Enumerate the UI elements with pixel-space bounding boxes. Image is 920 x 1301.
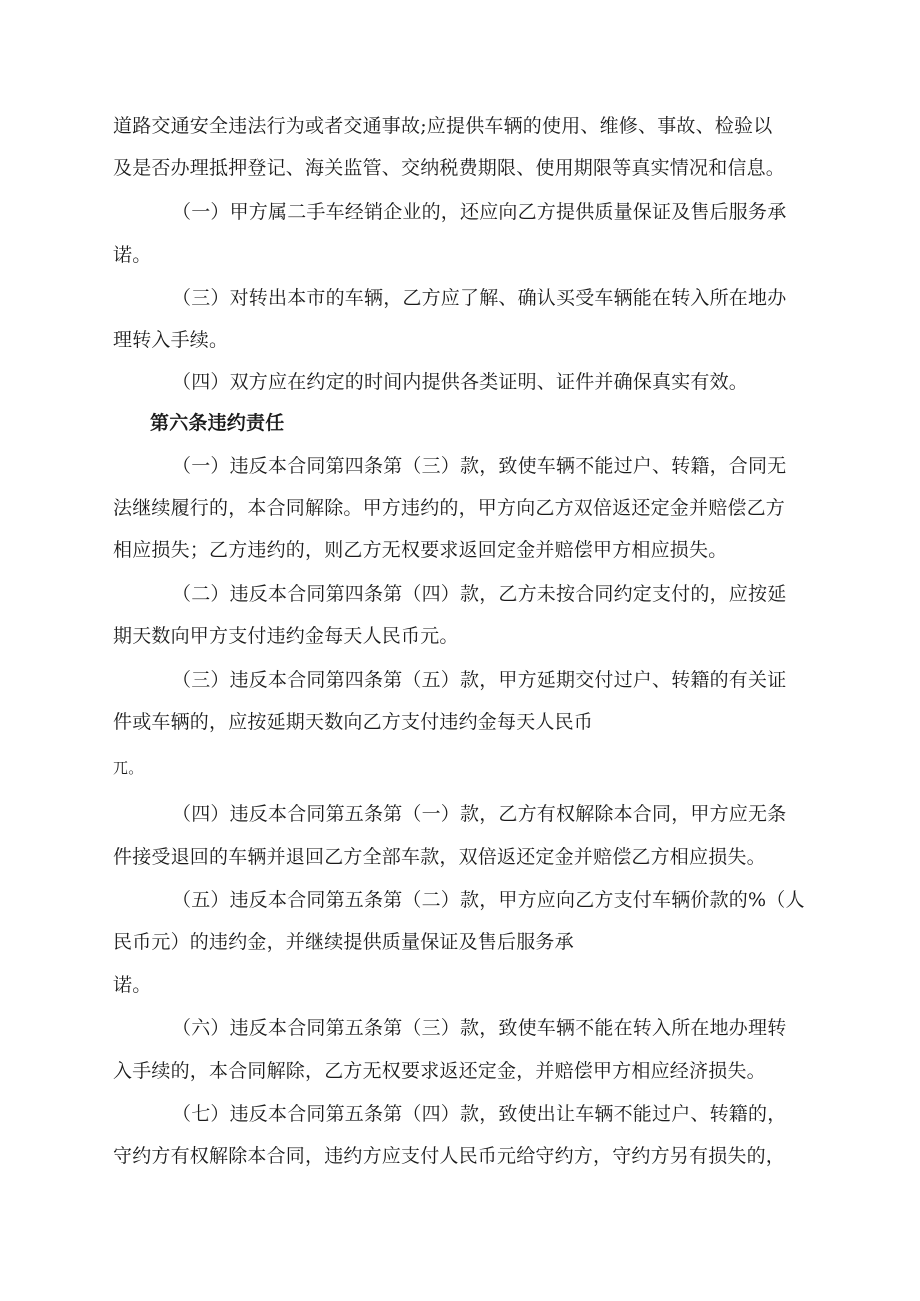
text-line: （二）违反本合同第四条第（四）款，乙方未按合同约定支付的，应按延: [172, 583, 787, 605]
text-line: （四）违反本合同第五条第（一）款，乙方有权解除本合同，甲方应无条: [172, 803, 787, 825]
text-line: 法继续履行的，本合同解除。甲方违约的，甲方向乙方双倍返还定金并赔偿乙方: [113, 497, 786, 519]
text-line: 相应损失；乙方违约的，则乙方无权要求返回定金并赔偿甲方相应损失。: [113, 539, 728, 561]
text-line: 件或车辆的，应按延期天数向乙方支付违约金每天人民币: [113, 711, 594, 733]
text-line: 诺。: [113, 244, 152, 266]
text-line: 入手续的，本合同解除，乙方无权要求返还定金，并赔偿甲方相应经济损失。: [113, 1060, 766, 1082]
text-line: （三）对转出本市的车辆，乙方应了解、确认买受车辆能在转入所在地办: [172, 287, 787, 309]
section-heading: 第六条违约责任: [150, 412, 285, 434]
text-line: 守约方有权解除本合同，违约方应支付人民币元给守约方，守约方另有损失的，: [113, 1145, 786, 1167]
text-line: （三）违反本合同第四条第（五）款，甲方延期交付过户、转籍的有关证: [172, 669, 787, 691]
text-line: （五）违反本合同第五条第（二）款，甲方应向乙方支付车辆价款的%（人: [172, 889, 805, 911]
text-line: 道路交通安全违法行为或者交通事故;应提供车辆的使用、维修、事故、检验以: [113, 115, 773, 137]
text-line: （七）违反本合同第五条第（四）款，致使出让车辆不能过户、转籍的，: [172, 1103, 787, 1125]
text-line: 期天数向甲方支付违约金每天人民币元。: [113, 625, 459, 647]
text-line: 民币元）的违约金，并继续提供质量保证及售后服务承: [113, 931, 574, 953]
text-line: （一）违反本合同第四条第（三）款，致使车辆不能过户、转籍，合同无: [172, 455, 787, 477]
text-line: 诺。: [113, 974, 152, 996]
text-line: （一）甲方属二手车经销企业的，还应向乙方提供质量保证及售后服务承: [172, 201, 787, 223]
text-line: （六）违反本合同第五条第（三）款，致使车辆不能在转入所在地办理转: [172, 1017, 787, 1039]
text-line: 理转入手续。: [113, 329, 229, 351]
text-line: （四）双方应在约定的时间内提供各类证明、证件并确保真实有效。: [172, 371, 749, 393]
text-line: 兀。: [113, 759, 144, 777]
text-line: 件接受退回的车辆并退回乙方全部车款，双倍返还定金并赔偿乙方相应损失。: [113, 846, 766, 868]
text-line: 及是否办理抵押登记、海关监管、交纳税费期限、使用期限等真实情况和信息。: [113, 157, 786, 179]
